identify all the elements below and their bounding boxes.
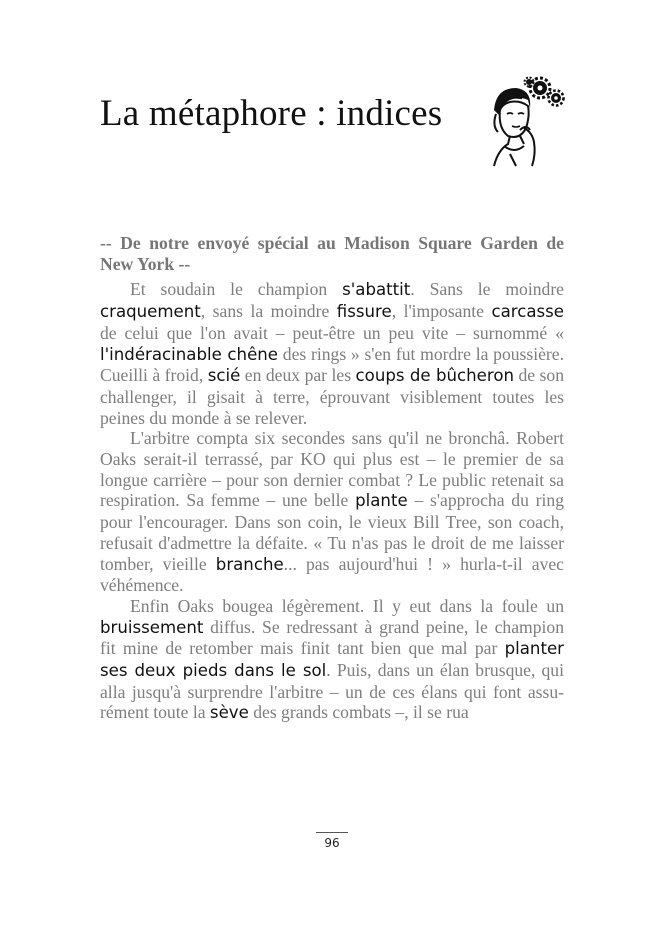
highlighted-word: craquement — [100, 302, 201, 322]
text-run: – s'approcha du ring pour l'encourager. Dans son coin, le vieux Bill Tree, son coach, refusait d'admettre la défaite. « Tu n'as pas le droit de me laisser tomber, vieille — [100, 490, 564, 574]
highlighted-word: bruissement — [100, 617, 204, 637]
text-run: de son challenger, il gisait à terre, éprouvant visiblement toutes les peines du monde à se relever. — [100, 365, 565, 428]
text-run: en deux par les — [240, 365, 356, 386]
paragraph-1 — [100, 279, 564, 428]
highlighted-word: sève — [209, 703, 249, 723]
text-run: ... pas aujourd'hui ! » hurla-t-il avec véhémence. — [100, 553, 564, 596]
highlighted-word: planter ses deux pieds dans le sol — [100, 639, 564, 681]
paragraph-3 — [100, 596, 564, 724]
folio-rule — [316, 832, 348, 833]
text-run: L'arbitre compta six secondes sans qu'il ne bronchâ. Robert Oaks serait-il terrassé, par KO qui plus est – le premier de sa longue carrière – pour son dernier combat ? Le public retenait sa respiration. Sa femme – une belle — [100, 428, 564, 511]
text-run: . Puis, dans un élan brusque, qui alla jusqu'à surprendre l'arbitre – un de ces élans qui font assurément toute la — [100, 660, 564, 723]
thinking-woman-with-gears-icon — [480, 70, 572, 170]
text-run: de celui que l'on avait – peut-être un peu vite – surnommé « — [100, 322, 564, 343]
page-number: 96 — [324, 836, 340, 850]
paragraph-2 — [100, 428, 564, 596]
article-subhead: -- De notre envoyé spécial au Madison Square Garden de New York -- — [100, 233, 564, 274]
text-run: , l'imposante — [391, 301, 492, 322]
highlighted-word: scié — [207, 366, 241, 386]
highlighted-word: coups de bûcheron — [355, 366, 514, 386]
article-body — [100, 233, 564, 724]
highlighted-word: l'indéracinable chêne — [100, 344, 279, 364]
text-run: diffus. Se redressant à grand peine, le champion fit mine de retomber mais finit tant bien que mal par — [100, 616, 564, 659]
text-run: , sans la moindre — [200, 301, 337, 322]
text-run: Et soudain le champion — [130, 279, 343, 300]
highlighted-word: carcasse — [491, 302, 564, 322]
text-run: Enfin Oaks bougea légèrement. Il y eut dans la foule un — [130, 595, 564, 616]
page-title: La métaphore : indices — [100, 93, 443, 134]
text-run: . Sans le moindre — [410, 279, 564, 300]
highlighted-word: plante — [355, 491, 408, 511]
text-run: des rings » s'en fut mordre la poussière. Cueilli à froid, — [100, 343, 564, 386]
highlighted-word: s'abattit — [342, 280, 411, 300]
highlighted-word: fissure — [336, 302, 392, 322]
text-run: des grands combats –, il se rua — [248, 702, 469, 723]
highlighted-word: branche — [215, 554, 284, 574]
